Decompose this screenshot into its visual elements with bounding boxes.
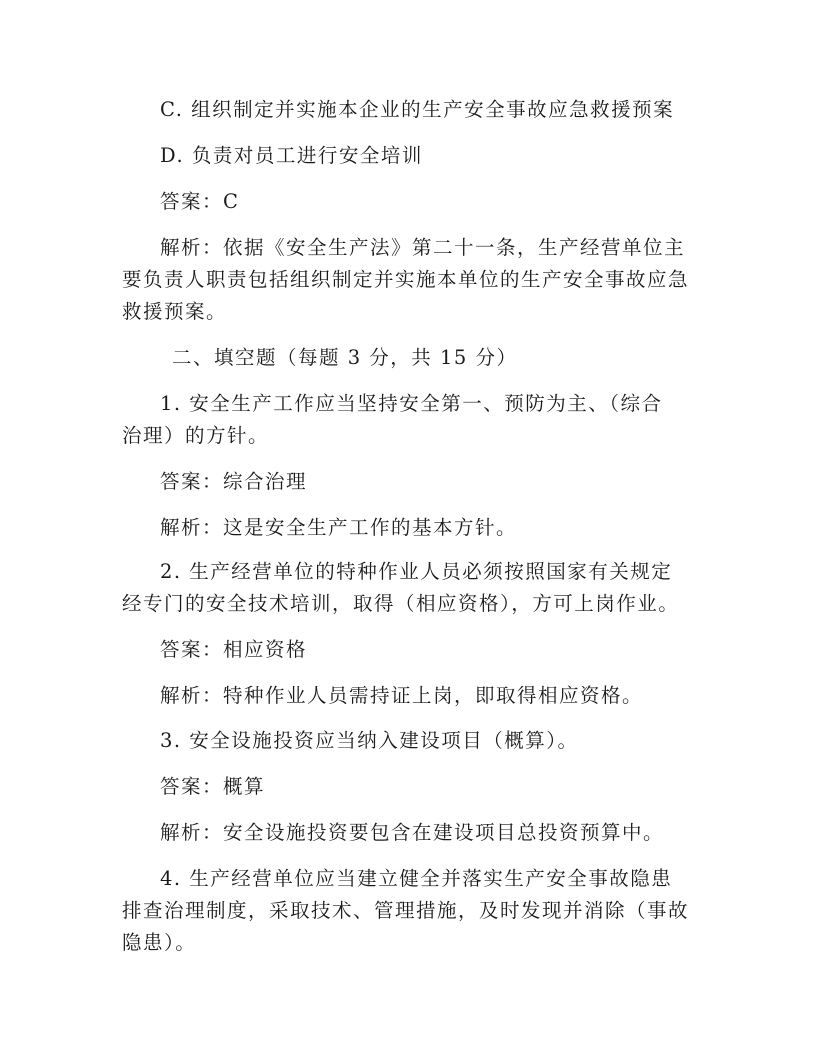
question-4-line1: 4. 生产经营单位应当建立健全并落实生产安全事故隐患	[160, 867, 673, 890]
question-4-line2: 排查治理制度，采取技术、管理措施，及时发现并消除（事故	[122, 899, 690, 922]
answer-2: 答案：相应资格	[160, 638, 308, 661]
question-2-line2: 经专门的安全技术培训，取得（相应资格），方可上岗作业。	[122, 592, 680, 615]
question-2-line1: 2. 生产经营单位的特种作业人员必须按照国家有关规定	[160, 560, 673, 583]
answer-1: 答案：综合治理	[160, 470, 308, 493]
question-1-line2: 治理）的方针。	[122, 424, 270, 447]
explanation-3: 解析：安全设施投资要包含在建设项目总投资预算中。	[160, 821, 665, 844]
option-c: C. 组织制定并实施本企业的生产安全事故应急救援预案	[160, 98, 675, 121]
explanation-2: 解析：特种作业人员需持证上岗，即取得相应资格。	[160, 684, 644, 707]
explanation-q-prev-line3: 救援预案。	[122, 300, 228, 323]
explanation-q-prev-line1: 解析：依据《安全生产法》第二十一条，生产经营单位主	[160, 236, 686, 259]
question-1-line1: 1. 安全生产工作应当坚持安全第一、预防为主、（综合	[160, 392, 663, 415]
section-heading: 二、填空题（每题 3 分，共 15 分）	[172, 346, 518, 369]
question-3: 3. 安全设施投资应当纳入建设项目（概算）。	[160, 729, 579, 752]
explanation-q-prev-line2: 要负责人职责包括组织制定并实施本单位的生产安全事故应急	[122, 268, 690, 291]
answer-q-prev: 答案：C	[160, 190, 240, 213]
answer-3: 答案：概算	[160, 775, 266, 798]
question-4-line3: 隐患）。	[122, 931, 197, 954]
option-d: D. 负责对员工进行安全培训	[160, 144, 423, 167]
explanation-1: 解析：这是安全生产工作的基本方针。	[160, 516, 518, 539]
